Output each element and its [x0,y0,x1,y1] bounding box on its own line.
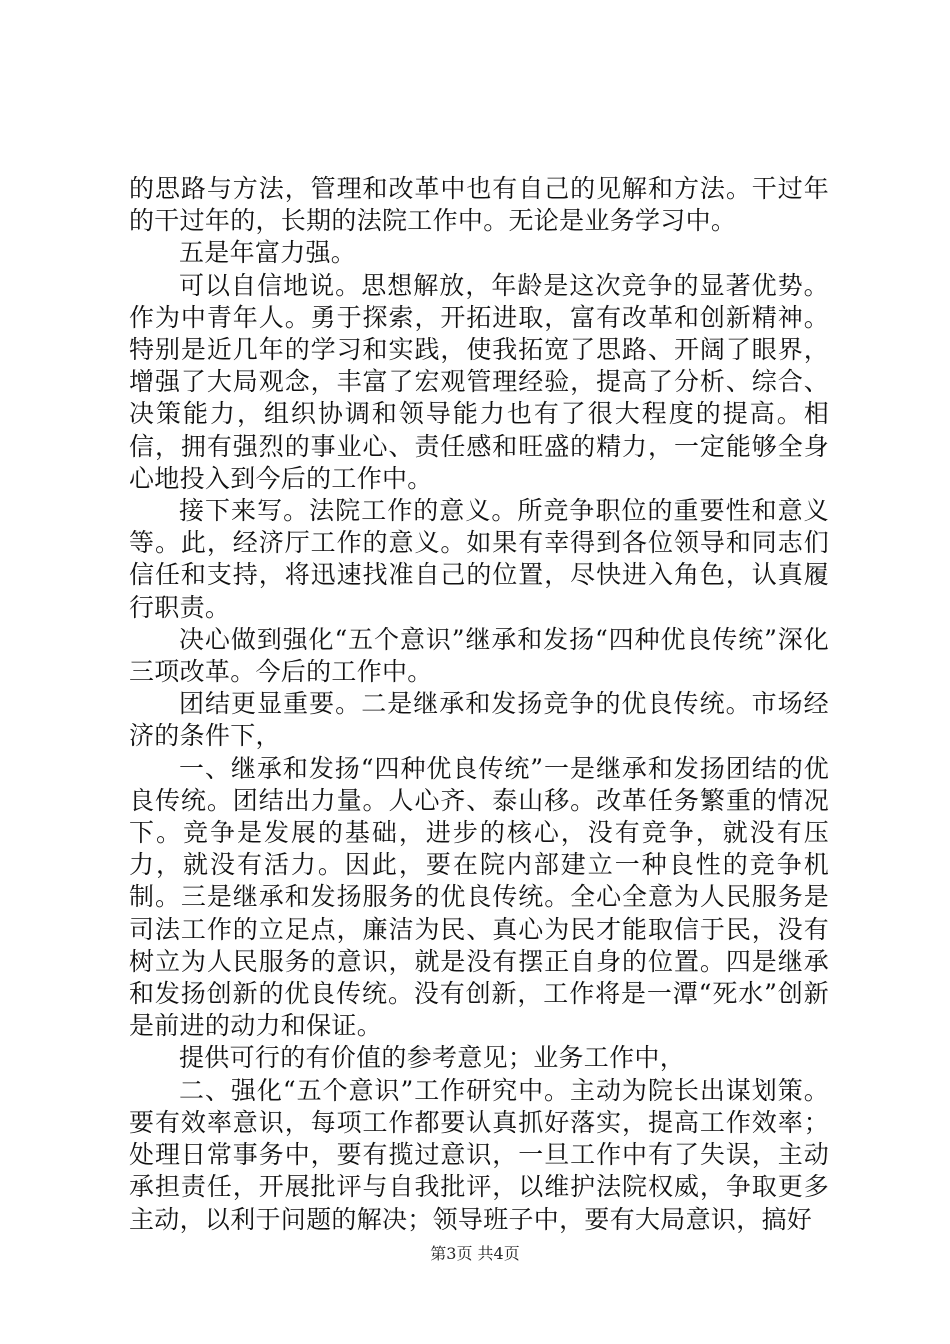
paragraph-5: 决心做到强化“五个意识”继承和发扬“四种优良传统”深化三项改革。今后的工作中。 [129,624,829,687]
paragraph-9: 二、强化“五个意识”工作研究中。主动为院长出谋划策。要有效率意识，每项工作都要认真抓好落实，提高工作效率；处理日常事务中，要有揽过意识，一旦工作中有了失误，主动承担责任，开展批评与自我批评，以维护法院权威，争取更多主动，以利于问题的解决；领导班子中，要有大局意识，搞好 [129,1075,829,1234]
page-footer [0,1244,950,1264]
paragraph-2: 五是年富力强。 [179,238,357,268]
page-number-label: 第3页 共4页 [430,1244,520,1263]
document-body [129,173,829,1236]
paragraph-1: 的思路与方法，管理和改革中也有自己的见解和方法。干过年的干过年的，长期的法院工作中。无论是业务学习中。 [129,174,829,236]
paragraph-7: 一、继承和发扬“四种优良传统”一是继承和发扬团结的优良传统。团结出力量。人心齐、泰山移。改革任务繁重的情况下。竞争是发展的基础，进步的核心，没有竞争，就没有压力，就没有活力。因此，要在院内部建立一种良性的竞争机制。三是继承和发扬服务的优良传统。全心全意为人民服务是司法工作的立足点，廉洁为民、真心为民才能取信于民，没有树立为人民服务的意识，就是没有摆正自身的位置。四是继承和发扬创新的优良传统。没有创新，工作将是一潭“死水”创新是前进的动力和保证。 [129,753,829,1041]
paragraph-8: 提供可行的有价值的参考意见；业务工作中， [179,1043,686,1073]
paragraph-3: 可以自信地说。思想解放，年龄是这次竞争的显著优势。作为中青年人。勇于探索，开拓进取，富有改革和创新精神。特别是近几年的学习和实践，使我拓宽了思路、开阔了眼界，增强了大局观念，丰富了宏观管理经验，提高了分析、综合、决策能力，组织协调和领导能力也有了很大程度的提高。相信，拥有强烈的事业心、责任感和旺盛的精力，一定能够全身心地投入到今后的工作中。 [129,270,829,493]
paragraph-6: 团结更显重要。二是继承和发扬竞争的优良传统。市场经济的条件下， [129,689,829,751]
paragraph-4: 接下来写。法院工作的意义。所竞争职位的重要性和意义等。此，经济厅工作的意义。如果有幸得到各位领导和同志们信任和支持，将迅速找准自己的位置，尽快进入角色，认真履行职责。 [129,496,829,622]
